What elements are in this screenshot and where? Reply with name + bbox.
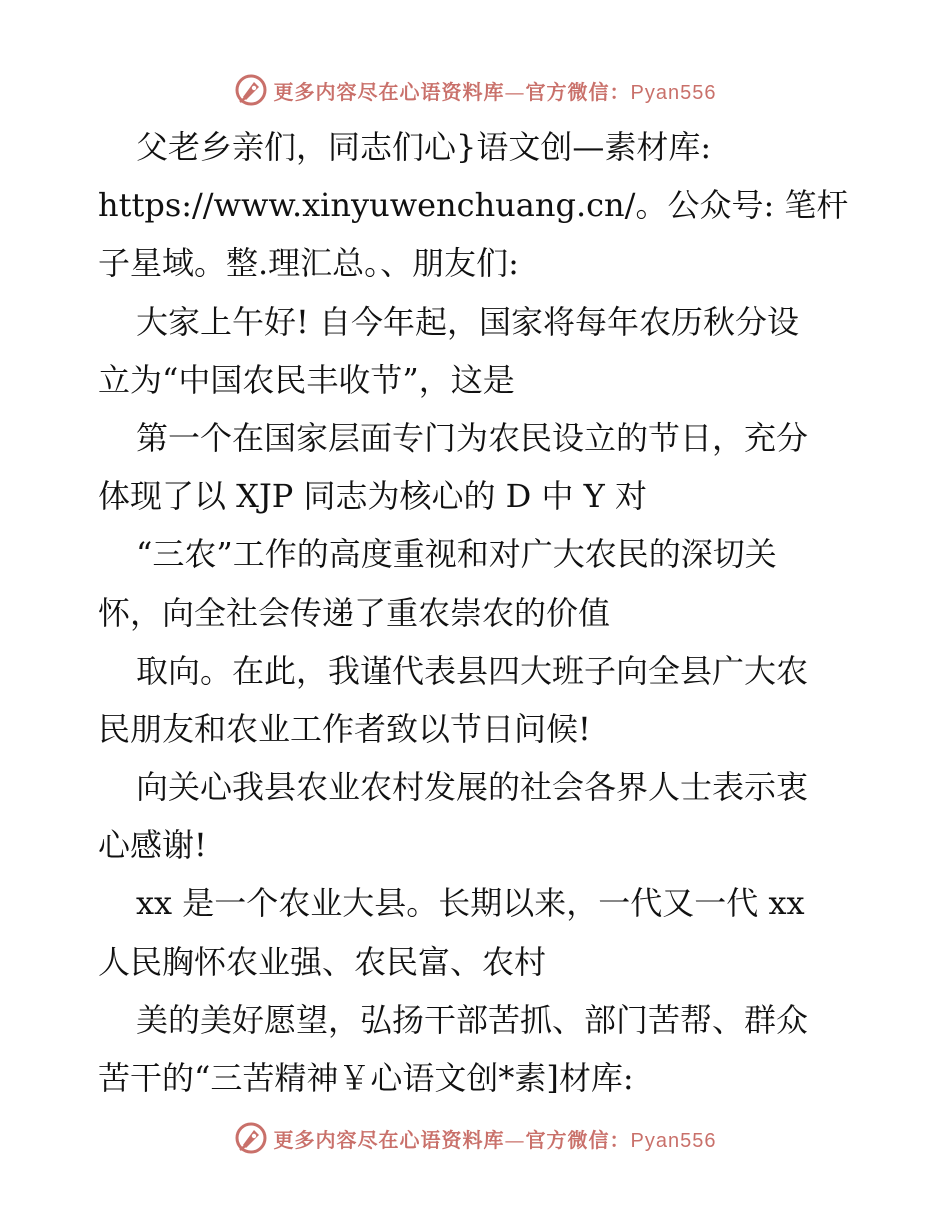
banner-title: 更多内容尽在心语资料库 [273, 1127, 505, 1152]
text-line: 向关心我县农业农村发展的社会各界人士表示衷 [136, 768, 809, 807]
text-line: xx 是一个农业大县。长期以来，一代又一代 xx [136, 884, 805, 923]
text-line: 子星域。整.理汇总。、朋友们: [98, 244, 519, 283]
text-line: 心感谢! [98, 826, 207, 865]
text-line: 民朋友和农业工作者致以节日问候! [98, 709, 591, 748]
banner-dash: — [504, 1127, 526, 1152]
banner-text [274, 76, 717, 105]
document-body [98, 118, 858, 1107]
text-line: 立为“中国农民丰收节”，这是 [98, 360, 515, 399]
header-banner [0, 70, 950, 110]
text-line: 大家上午好! 自今年起，国家将每年农历秋分设 [136, 302, 800, 341]
banner-contact-id: Pyan556 [630, 81, 717, 104]
text-line: 第一个在国家层面专门为农民设立的节日，充分 [136, 418, 809, 457]
text-line: 苦干的“三苦精神￥心语文创*素]材库: [98, 1059, 634, 1097]
banner-title: 更多内容尽在心语资料库 [273, 79, 505, 104]
text-line: 美的美好愿望，弘扬干部苦抓、部门苦帮、群众 [136, 1000, 809, 1039]
banner-text [274, 1124, 717, 1153]
text-line: 体现了以 XJP 同志为核心的 D 中 Y 对 [98, 477, 647, 516]
text-line: https://www.xinyuwenchuang.cn/。公众号: 笔杆 [98, 186, 849, 225]
text-line: 怀，向全社会传递了重农崇农的价值 [98, 593, 611, 632]
pen-nib-icon [234, 73, 268, 107]
text-line: 父老乡亲们，同志们心}语文创—素材库: [136, 128, 712, 166]
footer-banner [0, 1118, 950, 1158]
banner-contact-label: 官方微信： [525, 1127, 631, 1152]
text-line: “三农”工作的高度重视和对广大农民的深切关 [136, 535, 777, 574]
banner-contact-id: Pyan556 [630, 1129, 717, 1152]
banner-dash: — [504, 79, 526, 104]
banner-contact-label: 官方微信： [525, 79, 631, 104]
text-line: 人民胸怀农业强、农民富、农村 [98, 942, 547, 981]
pen-nib-icon [234, 1121, 268, 1155]
text-line: 取向。在此，我谨代表县四大班子向全县广大农 [136, 651, 809, 690]
